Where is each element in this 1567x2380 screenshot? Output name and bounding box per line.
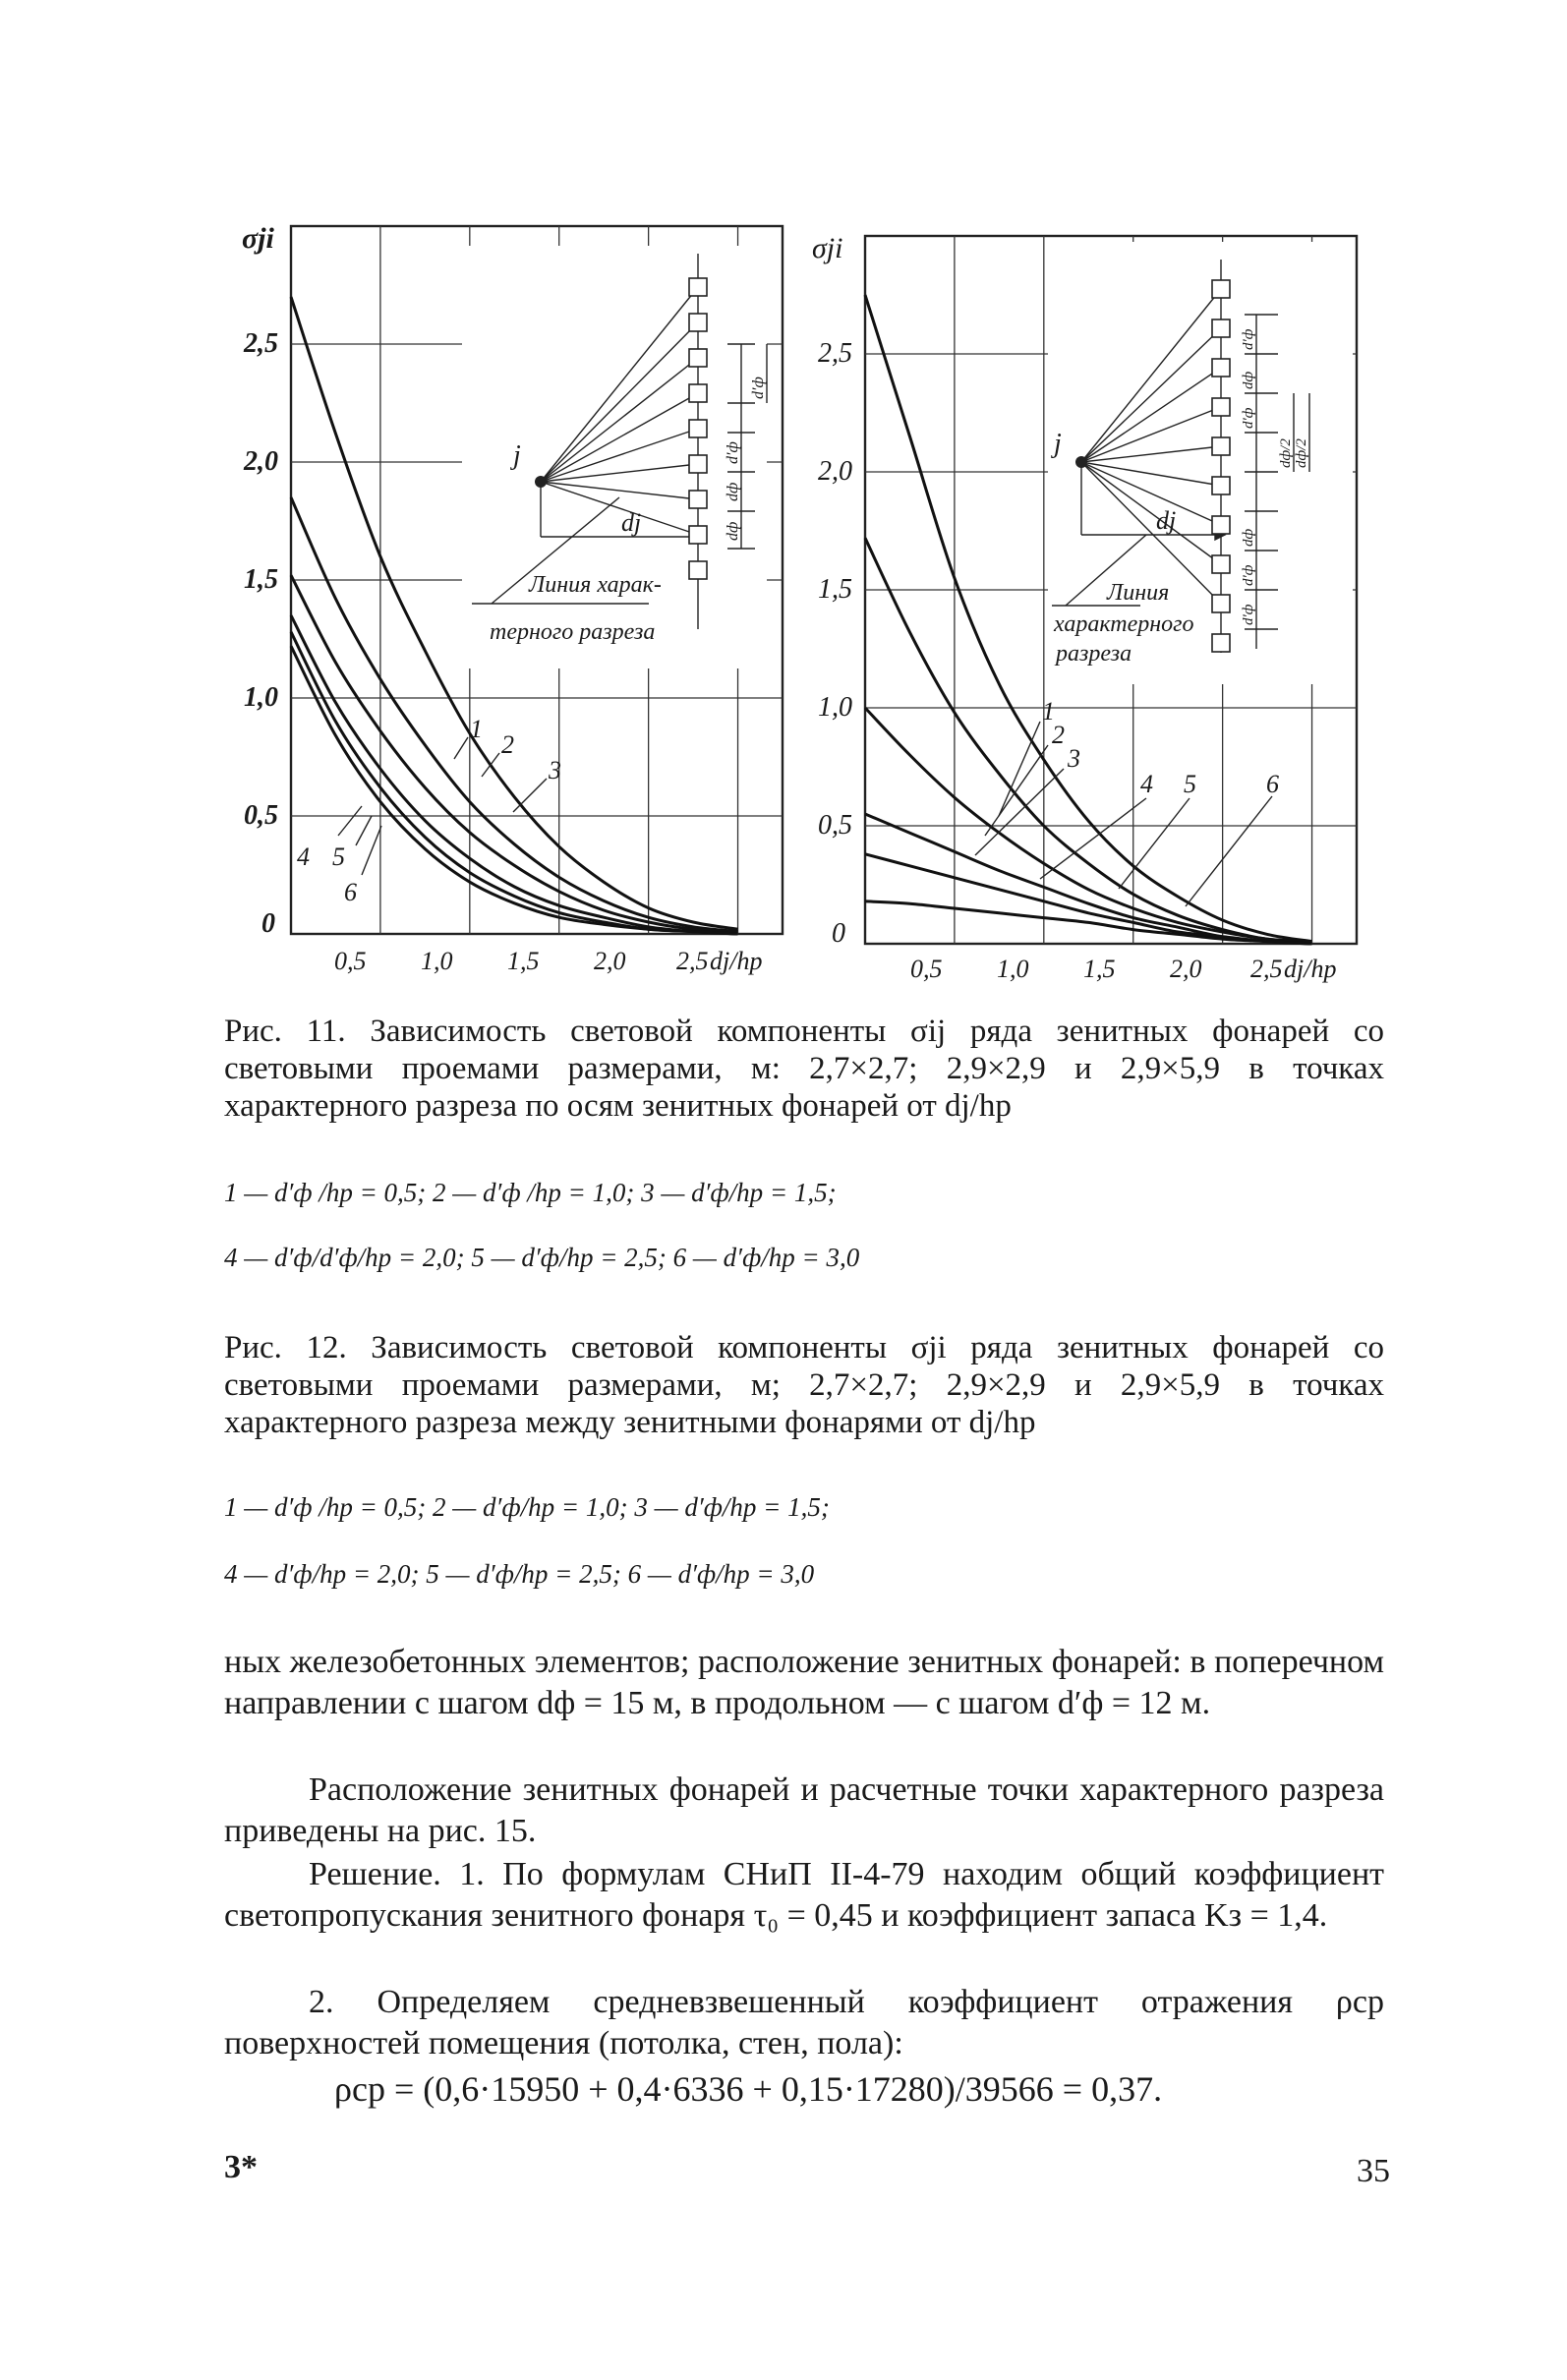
dim-label: d′ф [1241, 407, 1256, 429]
x-tick-label: 2,5 [1250, 955, 1283, 983]
y-tick-label: 1,0 [818, 692, 852, 723]
curve-4 [865, 814, 1312, 944]
skylight-box [1212, 280, 1230, 298]
y-axis-label: σji [242, 222, 274, 255]
point-j-label: j [513, 440, 521, 471]
dim-label: dф [725, 482, 741, 501]
y-tick-label: 2,5 [244, 328, 278, 359]
section-line-caption-3: разреза [1056, 641, 1132, 667]
x-tick-label: 2,5 [676, 947, 709, 975]
dim-label: dф [1241, 371, 1256, 389]
skylight-box [1212, 319, 1230, 337]
curve-6-label: 6 [1266, 770, 1279, 798]
page-number: 35 [1357, 2153, 1390, 2189]
dim-label: d′ф [1241, 604, 1256, 625]
skylight-box [1212, 437, 1230, 455]
skylight-box [689, 314, 707, 331]
curve-2-label: 2 [501, 730, 514, 759]
figure-11-caption: Рис. 11. Зависимость световой компоненты σij ряда зенитных фонарей со световыми проемами размерами, м: 2,7×2,7; 2,9×2,9 и 2,9×5,9 в точках характерного разреза по осям зенитных фонарей от dj/hp [224, 1014, 1384, 1124]
skylight-box [1212, 634, 1230, 652]
dim-label: dф/2 [1278, 438, 1294, 468]
figure-12-legend-row-2: 4 — d′ф/hр = 2,0; 5 — d′ф/hр = 2,5; 6 — d′ф/hр = 3,0 [224, 1559, 815, 1589]
dim-label: dф [725, 521, 741, 541]
x-tick-label: 1,0 [997, 955, 1029, 983]
point-j [1075, 456, 1087, 468]
y-tick-label: 1,5 [244, 564, 278, 595]
figure-11 [236, 206, 806, 983]
skylight-box [689, 349, 707, 367]
curve-5 [291, 632, 738, 934]
skylight-box [1212, 359, 1230, 377]
dim-label: dф/2 [1294, 438, 1309, 468]
curve-5 [865, 854, 1312, 944]
skylight-box [1212, 595, 1230, 612]
y-tick-label: 0,5 [244, 800, 278, 831]
x-tick-label: 0,5 [910, 955, 943, 983]
skylight-box [1212, 516, 1230, 534]
curve-4-label: 4 [297, 842, 310, 871]
y-tick-label: 2,0 [818, 456, 852, 487]
skylight-box [1212, 477, 1230, 494]
section-line-caption-1: Линия харак- [529, 572, 662, 598]
x-tick-label: 2,0 [1170, 955, 1202, 983]
x-axis-label: dj/hp [710, 947, 763, 975]
x-axis-label: dj/hp [1284, 955, 1337, 983]
x-tick-label: 1,0 [421, 947, 453, 975]
curve-6 [291, 646, 738, 934]
skylight-box [1212, 398, 1230, 416]
skylight-box [689, 384, 707, 402]
curve-6-label: 6 [344, 878, 357, 906]
x-tick-label: 1,5 [1083, 955, 1116, 983]
y-tick-label: 0 [261, 908, 275, 939]
curve-1-label: 1 [1042, 697, 1055, 726]
skylight-box [689, 420, 707, 437]
body-paragraph: ных железобетонных элементов; расположение зенитных фонарей: в поперечном направлении с шагом dф = 15 м, в продольном — с шагом d′ф = 12 м. [224, 1644, 1384, 1721]
skylight-box [689, 278, 707, 296]
formula: ρср = (0,6·15950 + 0,4·6336 + 0,15·17280)/39566 = 0,37. [334, 2069, 1163, 2109]
skylight-box [1212, 555, 1230, 573]
section-line-caption-2: характерного [1054, 611, 1194, 637]
dim-label: d′ф [1241, 328, 1256, 350]
x-tick-label: 0,5 [334, 947, 367, 975]
inset-schematic [462, 246, 767, 668]
skylight-box [689, 455, 707, 473]
curve-5-label: 5 [332, 842, 345, 871]
y-tick-label: 0,5 [818, 810, 852, 841]
point-j [535, 476, 547, 488]
figure-12-legend-row-1: 1 — d′ф /hр = 0,5; 2 — d′ф/hр = 1,0; 3 — d′ф/hр = 1,5; [224, 1492, 830, 1522]
x-tick-label: 2,0 [594, 947, 626, 975]
curve-5-label: 5 [1184, 770, 1196, 798]
skylight-box [689, 561, 707, 579]
dim-label: d′ф [750, 377, 767, 399]
body-paragraph: Решение. 1. По формулам СНиП II-4-79 находим общий коэффициент светопропускания зенитного фонаря τ₀ = 0,45 и коэффициент запаса Kз = 1,4. [224, 1856, 1384, 1934]
body-paragraph: 2. Определяем средневзвешенный коэффициент отражения ρср поверхностей помещения (потолка, стен, пола): [224, 1984, 1384, 2061]
curve-4-label: 4 [1140, 770, 1153, 798]
y-tick-label: 1,0 [244, 682, 278, 713]
curve-3-label: 3 [1068, 744, 1080, 773]
y-tick-label: 2,5 [818, 338, 852, 369]
skylight-box [689, 526, 707, 544]
footer-signature-mark: 3* [224, 2149, 258, 2185]
curve-1-label: 1 [470, 715, 483, 743]
inset-schematic [1048, 242, 1353, 684]
dim-label: d′ф [1241, 564, 1256, 586]
x-tick-label: 1,5 [507, 947, 540, 975]
dj-label: dj [1156, 506, 1177, 535]
figure-11-legend-row-2: 4 — d′ф/d′ф/hр = 2,0; 5 — d′ф/hр = 2,5; 6 — d′ф/hр = 3,0 [224, 1243, 860, 1272]
section-line-caption-1: Линия [1107, 580, 1170, 606]
y-axis-label: σji [812, 232, 843, 264]
dj-label: dj [621, 508, 642, 537]
dim-label: dф [1241, 528, 1256, 547]
section-line-caption-2: терного разреза [490, 619, 656, 645]
skylight-box [689, 491, 707, 508]
figure-11-legend-row-1: 1 — d′ф /hр = 0,5; 2 — d′ф /hр = 1,0; 3 — d′ф/hр = 1,5; [224, 1178, 837, 1207]
point-j-label: j [1054, 429, 1062, 459]
y-tick-label: 0 [832, 918, 845, 949]
y-tick-label: 2,0 [244, 446, 278, 477]
body-paragraph: Расположение зенитных фонарей и расчетные точки характерного разреза приведены на рис. 15. [224, 1771, 1384, 1849]
figure-12-caption: Рис. 12. Зависимость световой компоненты σji ряда зенитных фонарей со световыми проемами размерами, м; 2,7×2,7; 2,9×2,9 и 2,9×5,9 в точках характерного разреза между зенитными фонарями от dj/hp [224, 1330, 1384, 1440]
lamp-boxes [689, 278, 707, 579]
y-tick-label: 1,5 [818, 574, 852, 605]
curve-3-label: 3 [549, 756, 561, 784]
curve-2-label: 2 [1052, 721, 1065, 749]
dim-label: d′ф [725, 441, 741, 464]
curve-6 [865, 901, 1312, 944]
figure-12 [806, 206, 1376, 983]
